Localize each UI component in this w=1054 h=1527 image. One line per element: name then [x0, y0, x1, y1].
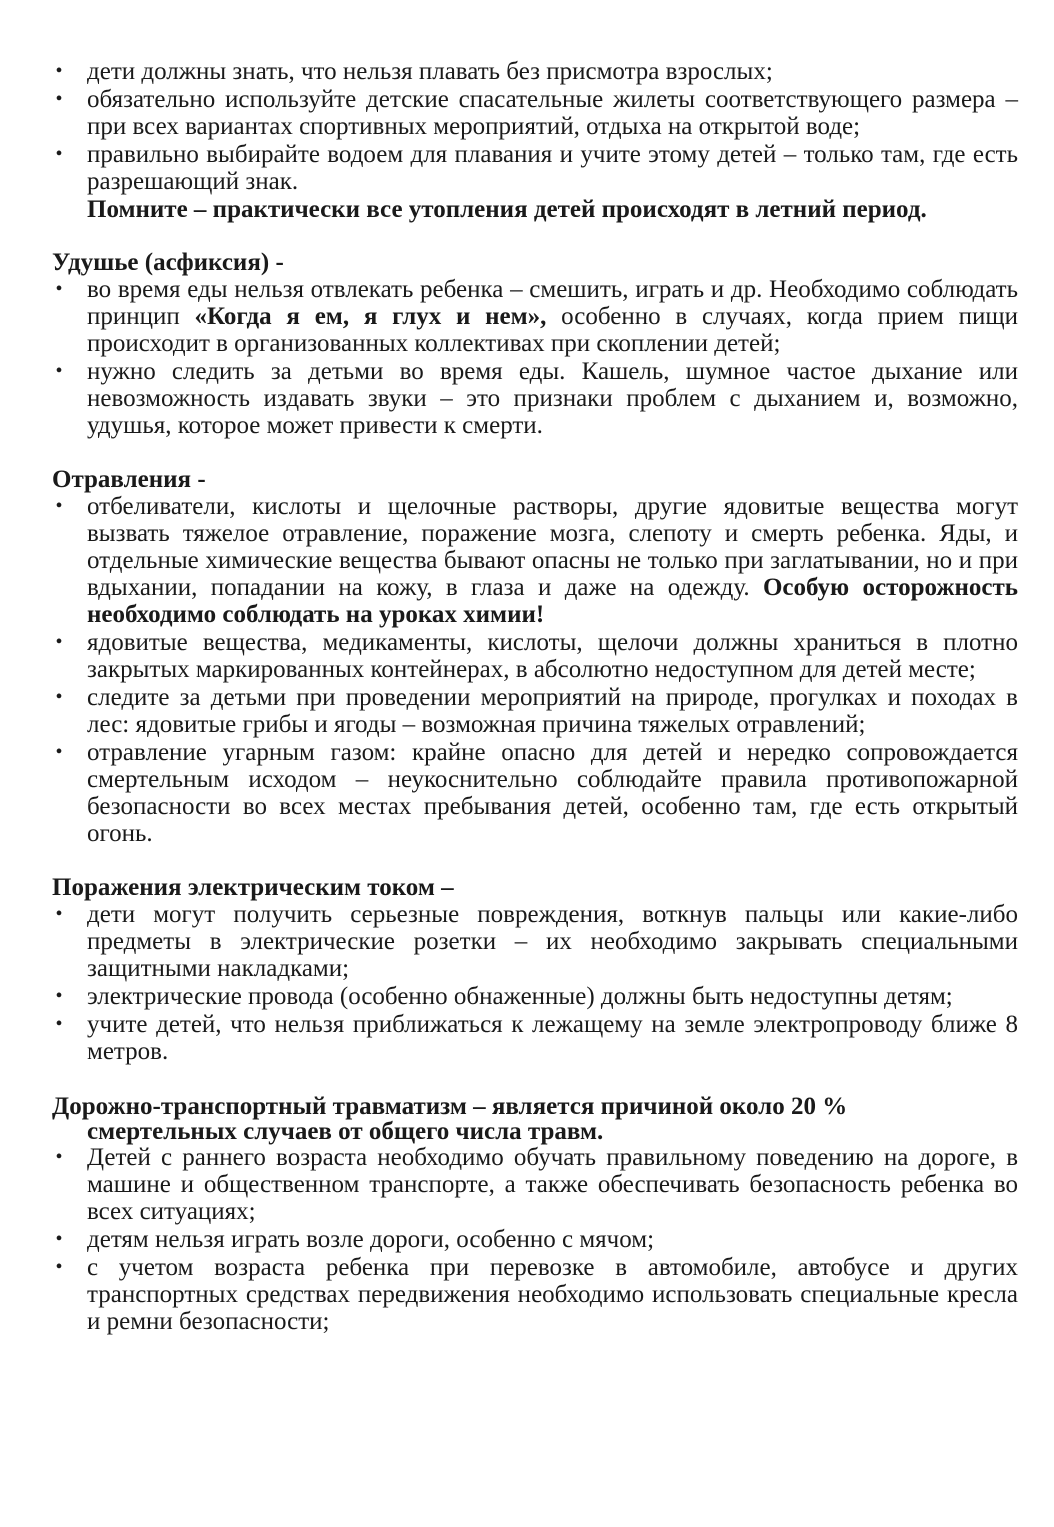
list-item-text: обязательно используйте детские спасательные жилеты соответствующего размера – при всех вариантах спортивных мероприятий, отдыха на открытой воде;: [87, 86, 1018, 140]
electric-shock-list: [52, 901, 1018, 1065]
bullet-icon: •: [55, 1013, 63, 1035]
list-item: [52, 1144, 1018, 1225]
bullet-icon: •: [55, 88, 63, 110]
bullet-icon: •: [55, 278, 63, 300]
list-item-text: особенно в случаях, когда прием пищи происходит в организованных коллективах при скоплении детей;: [87, 303, 1018, 357]
bullet-icon: •: [55, 631, 63, 653]
list-item-text: ядовитые вещества, медикаменты, кислоты, щелочи должны храниться в плотно закрытых маркированных контейнерах, в абсолютно недоступном для детей месте;: [87, 629, 1018, 683]
section-heading: Поражения электрическим током –: [52, 874, 454, 901]
list-item-text: нужно следить за детьми во время еды. Кашель, шумное частое дыхание или невозможность издавать звуки – это признаки проблем с дыханием и, возможно, удушья, которое может привести к смерти.: [87, 358, 1018, 439]
poisoning-section: [52, 466, 1018, 847]
list-item: [52, 276, 1018, 357]
list-item-text: дети должны знать, что нельзя плавать без присмотра взрослых;: [87, 58, 773, 85]
list-item: [52, 901, 1018, 982]
list-item: [52, 739, 1018, 847]
section-heading: Дорожно-транспортный травматизм – является причиной около 20 %: [52, 1093, 848, 1120]
list-item-text: следите за детьми при проведении мероприятий на природе, прогулках и походах в лес: ядовитые грибы и ягоды – возможная причина тяжелых отравлений;: [87, 684, 1018, 738]
list-item: [52, 358, 1018, 439]
bullet-icon: •: [55, 741, 63, 763]
bullet-icon: •: [55, 985, 63, 1007]
list-item: [52, 1011, 1018, 1065]
bullet-icon: •: [55, 903, 63, 925]
bullet-icon: •: [55, 60, 63, 82]
chemistry-warning: Особую осторожность необходимо соблюдать на уроках химии!: [87, 574, 1018, 628]
bullet-icon: •: [55, 686, 63, 708]
list-item: [52, 629, 1018, 683]
list-item-text: с учетом возраста ребенка при перевозке в автомобиле, автобусе и других транспортных средствах передвижения необходимо использовать специальные кресла и ремни безопасности;: [87, 1254, 1018, 1335]
list-item-text: отбеливатели, кислоты и щелочные растворы, другие ядовитые вещества могут вызвать тяжелое отравление, поражение мозга, слепоту и смерть ребенка. Яды, и отдельные химические вещества бывают опасны не только при заглатывании, но и при вдыхании, попадании на кожу, в глаза и даже на одежду.: [87, 493, 1018, 601]
list-item-text: Детей с раннего возраста необходимо обучать правильному поведению на дороге, в машине и общественном транспорте, а также обеспечивать безопасность ребенка во всех ситуациях;: [87, 1144, 1018, 1225]
bullet-icon: •: [55, 1228, 63, 1250]
list-item-text: электрические провода (особенно обнаженные) должны быть недоступны детям;: [87, 983, 953, 1010]
asphyxia-section: [52, 249, 1018, 439]
list-item-text: отравление угарным газом: крайне опасно для детей и нередко сопровождается смертельным исходом – неукоснительно соблюдайте правила противопожарной безопасности во всех местах пребывания детей, особенно там, где есть открытый огонь.: [87, 739, 1018, 847]
list-item-text: дети могут получить серьезные повреждения, воткнув пальцы или какие-либо предметы в электрические розетки – их необходимо закрывать специальными защитными накладками;: [87, 901, 1018, 982]
section-heading: Отравления -: [52, 466, 206, 493]
section-heading-continuation: смертельных случаев от общего числа травм.: [87, 1118, 604, 1145]
list-item: [52, 983, 1018, 1010]
poisoning-list: [52, 493, 1018, 847]
bullet-icon: •: [55, 1146, 63, 1168]
list-item: [52, 141, 1018, 195]
list-item-text: во время еды нельзя отвлекать ребенка – смешить, играть и др. Необходимо соблюдать принцип: [87, 276, 1018, 330]
water-safety-section: [52, 58, 1018, 224]
electric-shock-section: [52, 874, 1018, 1065]
drowning-warning-note: Помните – практически все утопления детей происходят в летний период.: [87, 196, 927, 223]
list-item-text: правильно выбирайте водоем для плавания и учите этому детей – только там, где есть разрешающий знак.: [87, 141, 1018, 195]
list-item: [52, 86, 1018, 140]
traffic-injury-list: [52, 1144, 1018, 1335]
list-item: [52, 1226, 1018, 1253]
list-item-text: детям нельзя играть возле дороги, особенно с мячом;: [87, 1226, 655, 1253]
list-item: [52, 58, 1018, 85]
bullet-icon: •: [55, 360, 63, 382]
principle-quote: «Когда я ем, я глух и нем»,: [194, 303, 547, 330]
bullet-icon: •: [55, 495, 63, 517]
section-heading: Удушье (асфиксия) -: [52, 249, 284, 276]
bullet-icon: •: [55, 143, 63, 165]
water-safety-list: [52, 58, 1018, 195]
asphyxia-list: [52, 276, 1018, 439]
traffic-injury-section: [52, 1093, 1018, 1335]
list-item: [52, 1254, 1018, 1335]
bullet-icon: •: [55, 1256, 63, 1278]
list-item: [52, 684, 1018, 738]
list-item: [52, 493, 1018, 628]
list-item-text: учите детей, что нельзя приближаться к лежащему на земле электропроводу ближе 8 метров.: [87, 1011, 1018, 1065]
